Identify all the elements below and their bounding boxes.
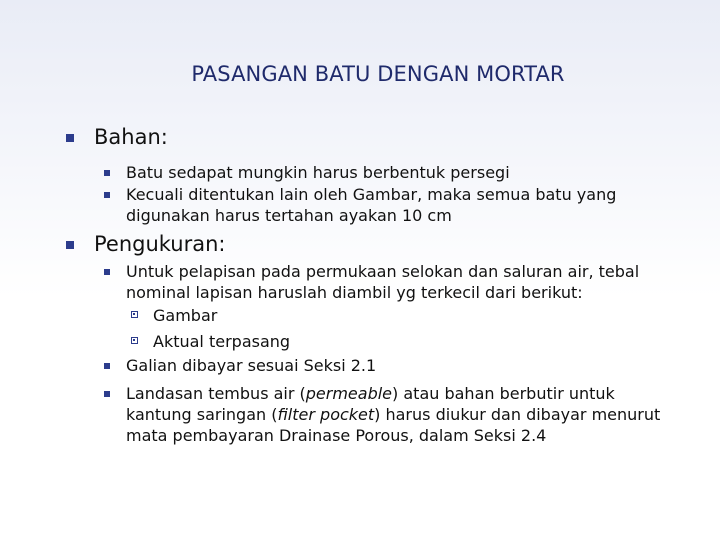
list-item-text: Untuk pelapisan pada permukaan selokan dan saluran air, tebal nominal lapisan haruslah diambil yg terkecil dari berikut: bbox=[126, 262, 640, 302]
sub-item-aktual bbox=[153, 331, 290, 352]
italic-term: permeable bbox=[305, 384, 393, 403]
hollow-square-bullet-icon bbox=[131, 311, 138, 318]
square-bullet-icon bbox=[104, 192, 110, 198]
square-bullet-icon bbox=[66, 134, 74, 142]
square-bullet-icon bbox=[66, 241, 74, 249]
list-item-bahan-1 bbox=[126, 162, 696, 183]
list-item-text: Batu sedapat mungkin harus berbentuk persegi bbox=[126, 163, 510, 182]
slide-title: PASANGAN BATU DENGAN MORTAR bbox=[191, 62, 565, 86]
square-bullet-icon bbox=[104, 363, 110, 369]
hollow-square-bullet-icon bbox=[131, 337, 138, 344]
sub-item-gambar bbox=[153, 305, 217, 326]
list-item-text-part: Landasan tembus air ( bbox=[126, 384, 306, 403]
section-heading-label: Pengukuran: bbox=[94, 232, 226, 256]
list-item-text: Kecuali ditentukan lain oleh Gambar, maka semua batu yang digunakan harus tertahan ayakan 10 cm bbox=[126, 185, 617, 225]
list-item-text-part: ) harus diukur dan dibayar menurut mata pembayaran Drainase Porous, dalam Seksi 2.4 bbox=[126, 405, 661, 445]
list-item-text: Galian dibayar sesuai Seksi 2.1 bbox=[126, 356, 377, 375]
list-item-pengukuran-1 bbox=[126, 261, 694, 303]
list-item-pengukuran-2 bbox=[126, 355, 696, 376]
list-item-bahan-2 bbox=[126, 184, 674, 226]
square-bullet-icon bbox=[104, 391, 110, 397]
square-bullet-icon bbox=[104, 269, 110, 275]
list-item-pengukuran-3 bbox=[126, 383, 684, 446]
sub-item-text: Aktual terpasang bbox=[153, 332, 291, 351]
section-heading-label: Bahan: bbox=[94, 125, 168, 149]
square-bullet-icon bbox=[104, 170, 110, 176]
list-item-text-part: ) atau bahan berbutir untuk kantung saringan ( bbox=[126, 384, 615, 424]
italic-term: filter pocket bbox=[277, 405, 375, 424]
sub-item-text: Gambar bbox=[153, 306, 218, 325]
